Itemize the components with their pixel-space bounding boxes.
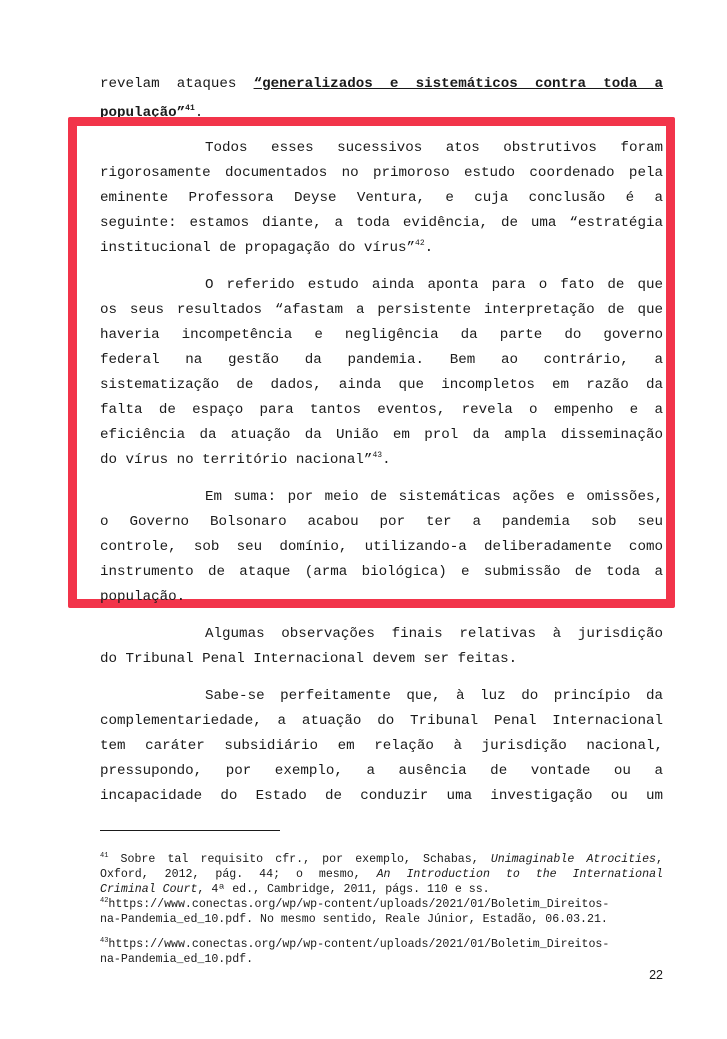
footnote-41: Oxford, 2012, pág. 44; o mesmo, An Introduction to the International (100, 868, 664, 881)
footnote-41: Criminal Court, 4ª ed., Cambridge, 2011, págs. 110 e ss. (100, 883, 490, 896)
footnote-link[interactable]: https://www.conectas.org/wp/wp-content/uploads/2021/01/Boletim_Direitos- (108, 898, 610, 911)
body-line: eminente Professora Deyse Ventura, e cuja conclusão é a (100, 190, 663, 206)
body-line: revelam ataques “generalizados e sistemáticos contra toda a (100, 76, 663, 92)
body-line: Sabe-se perfeitamente que, à luz do princípio da (205, 688, 663, 704)
footnote-number: 43 (100, 937, 109, 945)
body-line: federal na gestão da pandemia. Bem ao contrário, a (100, 352, 663, 368)
quoted-emphasis: população” (100, 105, 186, 121)
footnote-41: $^{41}$ Sobre tal requisito cfr., por exemplo, Schabas, Unimaginable Atrocities, (100, 852, 663, 866)
body-line: falta de espaço para tantos eventos, revela o empenho e a (100, 402, 663, 418)
body-line: o Governo Bolsonaro acabou por ter a pandemia sob seu (100, 514, 663, 530)
body-line: seguinte: estamos diante, a toda evidência, de uma “estratégia (100, 215, 663, 231)
body-line: instrumento de ataque (arma biológica) e submissão de toda a (100, 564, 663, 580)
body-line: os seus resultados “afastam a persistente interpretação de que (100, 302, 663, 318)
body-line: Algumas observações finais relativas à jurisdição (205, 626, 663, 642)
body-line: Em suma: por meio de sistemáticas ações e omissões, (205, 489, 663, 505)
footnote-ref[interactable]: 42 (415, 239, 425, 248)
footnote-separator (100, 830, 280, 831)
footnote-42: na-Pandemia_ed_10.pdf. No mesmo sentido, Reale Júnior, Estadão, 06.03.21. (100, 913, 608, 926)
body-line: tem caráter subsidiário em relação à jurisdição nacional, (100, 738, 663, 754)
body-line: população. (100, 589, 186, 605)
body-line: pressupondo, por exemplo, a ausência de vontade ou a (100, 763, 663, 779)
footnote-43: na-Pandemia_ed_10.pdf. (100, 953, 254, 966)
body-line: incapacidade do Estado de conduzir uma investigação ou um (100, 788, 663, 804)
page-number: 22 (649, 968, 663, 982)
footnote-number: 41 (100, 852, 109, 860)
body-line: população”$^{41}$. (100, 104, 204, 121)
footnote-number: 42 (100, 897, 109, 905)
body-line: complementariedade, a atuação do Tribunal Penal Internacional (100, 713, 663, 729)
body-line: controle, sob seu domínio, utilizando-a deliberadamente como (100, 539, 663, 555)
body-line: haveria incompetência e negligência da parte do governo (100, 327, 663, 343)
body-line: Todos esses sucessivos atos obstrutivos foram (205, 140, 663, 156)
body-line: O referido estudo ainda aponta para o fato de que (205, 277, 663, 293)
body-line: do Tribunal Penal Internacional devem ser feitas. (100, 651, 518, 667)
footnote-42 (100, 897, 663, 912)
footnote-43 (100, 937, 663, 952)
body-line: rigorosamente documentados no primoroso estudo coordenado pela (100, 165, 663, 181)
body-line: eficiência da atuação da União em prol da ampla disseminação (100, 427, 663, 443)
quoted-emphasis: “generalizados e sistemáticos contra toda a (253, 76, 663, 92)
body-line: sistematização de dados, ainda que incompletos em razão da (100, 377, 663, 393)
body-line: institucional de propagação do vírus”$^{42}$. (100, 239, 434, 256)
footnote-ref[interactable]: 43 (372, 451, 383, 460)
body-line: do vírus no território nacional”$^{43}$. (100, 451, 391, 468)
footnote-ref[interactable]: 41 (185, 104, 195, 113)
footnote-link[interactable]: https://www.conectas.org/wp/wp-content/uploads/2021/01/Boletim_Direitos- (108, 938, 610, 951)
